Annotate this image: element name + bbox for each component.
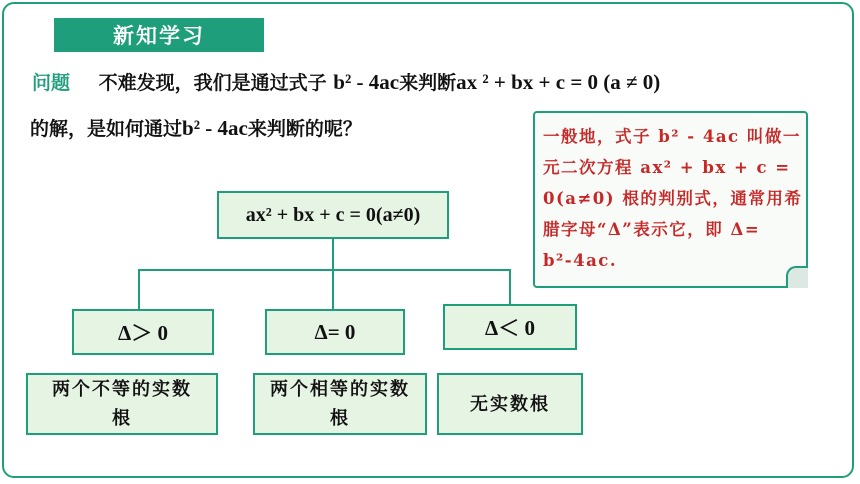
question-line-2 (30, 114, 362, 141)
question-text-1: 不难发现，我们是通过式子 (98, 72, 327, 94)
note-text-3: 根的判别式，通常用希腊字母“Δ”表示它，即 (543, 189, 803, 239)
question-label: 问题 (32, 72, 71, 94)
delta-zero-box: Δ= 0 (265, 309, 405, 355)
delta-negative-box: Δ＜ 0 (443, 304, 577, 350)
page-curl-decoration (786, 266, 808, 288)
connector-right (509, 269, 511, 305)
question-formula-1: b² - 4ac (333, 70, 400, 94)
question-text-3: 的解，是如何通过 (30, 118, 183, 140)
result-no-real-roots: 无实数根 (437, 373, 583, 435)
note-text-2: 叫做一元二次方程 (543, 127, 801, 177)
result-two-equal-roots: 两个相等的实数根 (253, 373, 427, 435)
note-formula-1: b² - 4ac (658, 127, 740, 146)
question-text-4: 来判断的呢？ (247, 118, 362, 140)
question-line-1 (32, 68, 660, 95)
connector-left (138, 269, 140, 311)
connector-root-down (332, 239, 334, 271)
note-formula-3: Δ= b²-4ac. (543, 220, 761, 270)
question-text-2: 来判断 (399, 72, 457, 94)
note-text-1: 一般地，式子 (543, 127, 651, 146)
equation-box: ax² + bx + c = 0(a≠0) (217, 191, 449, 239)
definition-note (533, 111, 808, 288)
delta-positive-box: Δ＞ 0 (72, 309, 214, 355)
result-two-distinct-roots: 两个不等的实数根 (26, 373, 218, 435)
definition-text (543, 121, 805, 276)
connector-horizontal (138, 269, 511, 271)
question-formula-3: b² - 4ac (182, 116, 248, 140)
question-formula-2: ax ² + bx + c = 0 (a ≠ 0) (456, 70, 661, 94)
note-formula-2: ax² + bx + c = 0(a≠0) (543, 158, 791, 208)
section-title: 新知学习 (54, 18, 264, 52)
connector-middle (332, 269, 334, 311)
